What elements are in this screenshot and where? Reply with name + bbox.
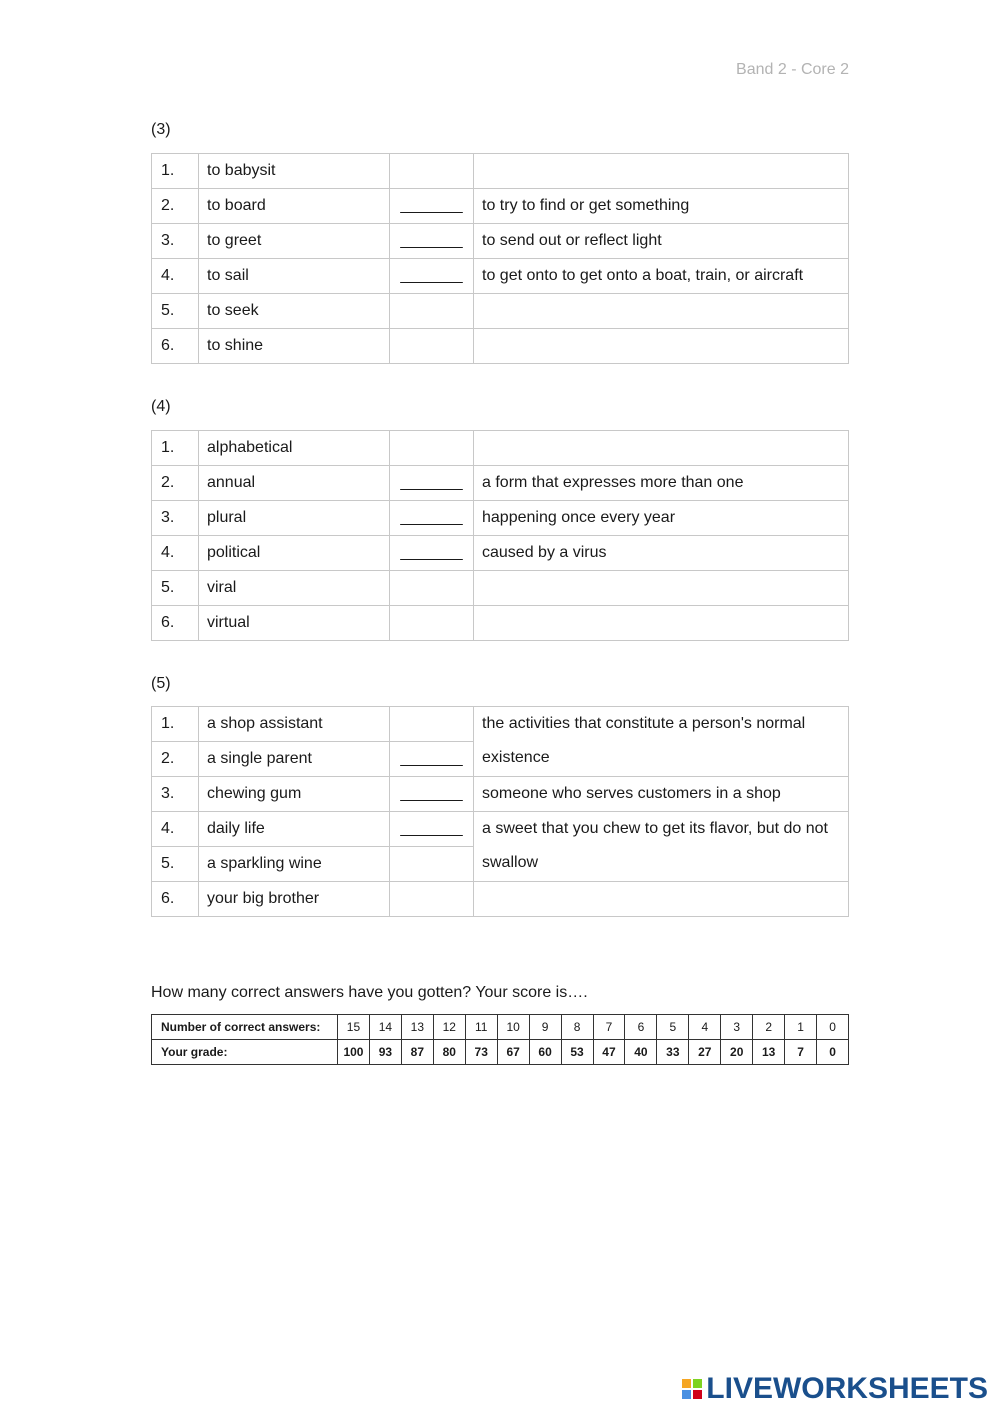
table-row [152,329,849,364]
grade-cell: 27 [689,1040,721,1065]
definition: a form that expresses more than one [474,466,849,501]
section-3-label: (3) [151,121,171,138]
grade-cell: 13 [753,1040,785,1065]
table-row [152,189,849,224]
score-question: How many correct answers have you gotten? Your score is…. [151,984,588,1001]
answer-blank[interactable]: _______ [390,224,474,259]
table-row [152,466,849,501]
table-row [152,224,849,259]
item-number: 3. [152,501,199,536]
correct-count-cell: 0 [817,1015,849,1040]
item-number: 6. [152,606,199,641]
item-word: a sparkling wine [199,847,390,882]
grade-cell: 60 [529,1040,561,1065]
item-number: 4. [152,812,199,847]
definition: to get onto to get onto a boat, train, or aircraft [474,259,849,294]
item-word: annual [199,466,390,501]
item-word: to sail [199,259,390,294]
item-word: a shop assistant [199,707,390,742]
logo-mark-icon [682,1379,702,1399]
correct-count-cell: 15 [338,1015,370,1040]
answer-blank[interactable] [390,847,474,882]
correct-count-cell: 6 [625,1015,657,1040]
table-row [152,571,849,606]
item-number: 5. [152,847,199,882]
answer-blank[interactable] [390,571,474,606]
correct-count-cell: 11 [465,1015,497,1040]
correct-count-cell: 10 [497,1015,529,1040]
correct-count-cell: 13 [401,1015,433,1040]
answer-blank[interactable] [390,329,474,364]
item-number: 2. [152,189,199,224]
item-number: 3. [152,224,199,259]
definition [474,606,849,641]
item-number: 5. [152,571,199,606]
answer-blank[interactable] [390,882,474,917]
header-label: Band 2 - Core 2 [736,61,849,78]
item-word: to shine [199,329,390,364]
correct-count-cell: 4 [689,1015,721,1040]
correct-count-cell: 12 [433,1015,465,1040]
item-number: 1. [152,431,199,466]
matching-table-5 [151,706,849,917]
grade-cell: 100 [338,1040,370,1065]
score-row-grade-label: Your grade: [152,1040,338,1065]
definition [474,882,849,917]
item-number: 5. [152,294,199,329]
item-word: political [199,536,390,571]
grade-cell: 93 [369,1040,401,1065]
definition [474,154,849,189]
logo-square-3 [682,1390,691,1399]
liveworksheets-logo [682,1372,988,1406]
answer-blank[interactable]: _______ [390,742,474,777]
answer-blank[interactable] [390,606,474,641]
table-row [152,606,849,641]
item-word: daily life [199,812,390,847]
score-row-correct-label: Number of correct answers: [152,1015,338,1040]
grade-cell: 0 [817,1040,849,1065]
item-number: 1. [152,154,199,189]
section-4-label: (4) [151,398,171,415]
grade-cell: 40 [625,1040,657,1065]
score-row-grade [152,1040,849,1065]
item-word: alphabetical [199,431,390,466]
item-word: plural [199,501,390,536]
answer-blank[interactable]: _______ [390,501,474,536]
correct-count-cell: 14 [369,1015,401,1040]
matching-table-3 [151,153,849,364]
score-table [151,1014,849,1065]
item-number: 2. [152,742,199,777]
correct-count-cell: 9 [529,1015,561,1040]
definition [474,294,849,329]
correct-count-cell: 2 [753,1015,785,1040]
logo-square-4 [693,1390,702,1399]
logo-square-1 [682,1379,691,1388]
answer-blank[interactable]: _______ [390,812,474,847]
grade-cell: 33 [657,1040,689,1065]
grade-cell: 87 [401,1040,433,1065]
score-row-correct [152,1015,849,1040]
table-row [152,882,849,917]
item-word: to greet [199,224,390,259]
table-row [152,812,849,847]
answer-blank[interactable] [390,154,474,189]
item-number: 2. [152,466,199,501]
answer-blank[interactable] [390,431,474,466]
definition [474,431,849,466]
definition: someone who serves customers in a shop [474,777,849,812]
table-row [152,536,849,571]
matching-table-4 [151,430,849,641]
definition: to try to find or get something [474,189,849,224]
item-number: 6. [152,882,199,917]
correct-count-cell: 3 [721,1015,753,1040]
grade-cell: 47 [593,1040,625,1065]
grade-cell: 53 [561,1040,593,1065]
item-word: your big brother [199,882,390,917]
item-word: to board [199,189,390,224]
definition: happening once every year [474,501,849,536]
grade-cell: 80 [433,1040,465,1065]
item-word: chewing gum [199,777,390,812]
item-number: 3. [152,777,199,812]
answer-blank[interactable]: _______ [390,189,474,224]
logo-text: LIVEWORKSHEETS [706,1372,988,1405]
correct-count-cell: 7 [593,1015,625,1040]
definition [474,329,849,364]
table-row [152,431,849,466]
definition [474,571,849,606]
grade-cell: 67 [497,1040,529,1065]
table-row [152,154,849,189]
answer-blank[interactable]: _______ [390,466,474,501]
definition: caused by a virus [474,536,849,571]
item-word: to seek [199,294,390,329]
grade-cell: 20 [721,1040,753,1065]
table-row [152,707,849,742]
answer-blank[interactable]: _______ [390,259,474,294]
correct-count-cell: 8 [561,1015,593,1040]
logo-square-2 [693,1379,702,1388]
definition: the activities that constitute a person's normal existence [474,707,849,777]
item-word: a single parent [199,742,390,777]
item-word: viral [199,571,390,606]
item-number: 6. [152,329,199,364]
definition: a sweet that you chew to get its flavor, but do not swallow [474,812,849,882]
item-number: 1. [152,707,199,742]
answer-blank[interactable]: _______ [390,536,474,571]
table-row [152,777,849,812]
item-number: 4. [152,536,199,571]
item-word: to babysit [199,154,390,189]
section-5-label: (5) [151,675,171,692]
table-row [152,501,849,536]
answer-blank[interactable] [390,294,474,329]
table-row [152,259,849,294]
item-word: virtual [199,606,390,641]
correct-count-cell: 5 [657,1015,689,1040]
correct-count-cell: 1 [785,1015,817,1040]
grade-cell: 73 [465,1040,497,1065]
definition: to send out or reflect light [474,224,849,259]
item-number: 4. [152,259,199,294]
table-row [152,294,849,329]
grade-cell: 7 [785,1040,817,1065]
answer-blank[interactable] [390,707,474,742]
answer-blank[interactable]: _______ [390,777,474,812]
